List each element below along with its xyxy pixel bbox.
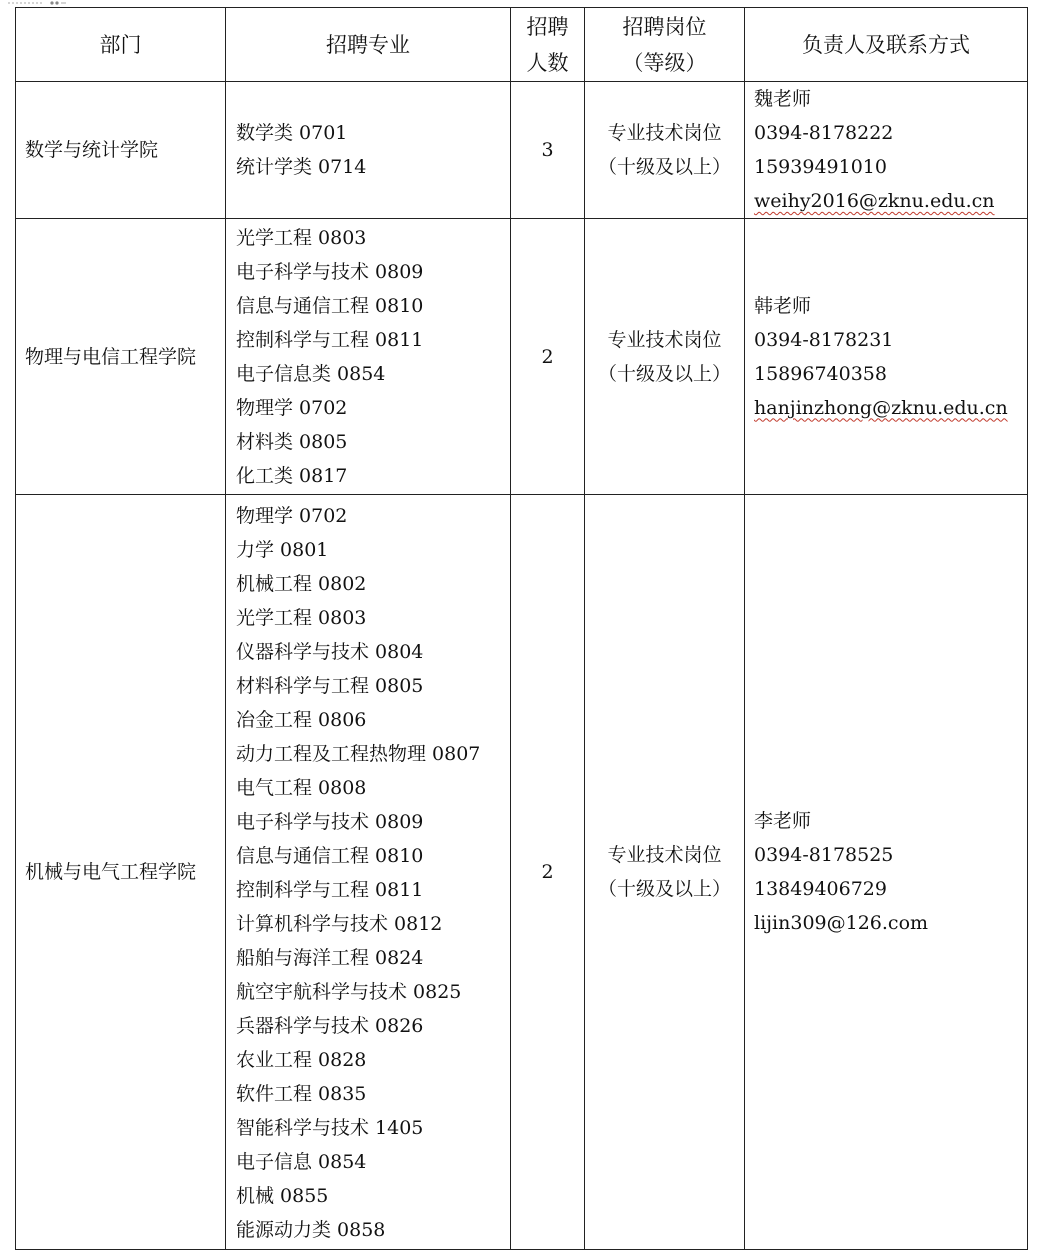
major-item: 电子信息类 0854 [236,362,386,385]
contact-email: weihy2016@zknu.edu.cn [754,190,995,212]
department-name: 数学与统计学院 [25,139,159,161]
count-cell [511,82,585,219]
contact-mobile: 13849406729 [754,878,887,900]
recruit-count: 3 [541,139,554,161]
post-level: （十级及以上） [597,156,731,178]
header-contact-label: 负责人及联系方式 [802,32,970,57]
contact-phone: 0394-8178525 [754,844,894,866]
contact-cell [745,495,1028,1250]
contact-email: hanjinzhong@zknu.edu.cn [754,396,1008,419]
header-contact [745,8,1028,82]
department-name: 物理与电信工程学院 [25,345,197,368]
corner-dotted-marker [8,0,66,6]
major-item: 材料科学与工程 0805 [236,675,424,697]
recruit-count: 2 [541,345,554,368]
post-level: （十级及以上） [597,878,731,900]
major-item: 农业工程 0828 [236,1049,367,1071]
post-title: 专业技术岗位 [607,328,722,351]
major-item: 统计学类 0714 [236,156,367,178]
major-item: 能源动力类 0858 [236,1219,386,1241]
major-item: 航空宇航科学与技术 0825 [236,981,462,1003]
major-item: 船舶与海洋工程 0824 [236,947,424,969]
major-item: 光学工程 0803 [236,607,367,629]
contact-name: 韩老师 [754,294,812,317]
major-item: 机械工程 0802 [236,573,367,595]
major-item: 智能科学与技术 1405 [236,1117,424,1139]
contact-email: lijin309@126.com [754,912,929,934]
post-cell [585,495,745,1250]
major-item: 化工类 0817 [236,464,348,487]
post-cell [585,219,745,495]
header-count-line2: 人数 [526,50,569,75]
contact-mobile: 15896740358 [754,362,887,385]
major-item: 电子科学与技术 0809 [236,260,424,283]
majors-cell [226,82,511,219]
header-major [226,8,511,82]
table-row [16,82,1028,219]
major-item: 电气工程 0808 [236,777,367,799]
major-item: 力学 0801 [236,539,329,561]
contact-phone: 0394-8178222 [754,122,894,144]
contact-name: 魏老师 [754,88,812,110]
major-item: 控制科学与工程 0811 [236,328,424,351]
post-title: 专业技术岗位 [607,844,722,866]
header-count [511,8,585,82]
header-post-line1: 招聘岗位 [622,14,707,39]
count-cell [511,219,585,495]
table-row [16,219,1028,495]
header-department-label: 部门 [99,32,142,57]
header-post-line2: （等级） [622,50,707,75]
major-item: 仪器科学与技术 0804 [236,641,424,663]
major-item: 冶金工程 0806 [236,709,367,731]
recruitment-table [15,7,1028,1250]
major-item: 信息与通信工程 0810 [236,294,424,317]
header-row [16,8,1028,82]
major-item: 机械 0855 [236,1185,329,1207]
post-level: （十级及以上） [597,362,731,385]
major-item: 电子信息 0854 [236,1151,367,1173]
header-post [585,8,745,82]
department-cell [16,82,226,219]
post-title: 专业技术岗位 [607,122,722,144]
major-item: 物理学 0702 [236,505,348,527]
major-item: 动力工程及工程热物理 0807 [236,743,481,765]
post-cell [585,82,745,219]
major-item: 控制科学与工程 0811 [236,879,424,901]
count-cell [511,495,585,1250]
contact-cell [745,219,1028,495]
major-item: 光学工程 0803 [236,226,367,249]
major-item: 物理学 0702 [236,396,348,419]
header-count-line1: 招聘 [526,14,569,39]
majors-cell [226,219,511,495]
header-major-label: 招聘专业 [326,32,410,57]
major-item: 材料类 0805 [236,430,348,453]
major-item: 计算机科学与技术 0812 [236,913,443,935]
department-cell [16,495,226,1250]
department-name: 机械与电气工程学院 [25,861,197,883]
major-item: 软件工程 0835 [236,1083,367,1105]
major-item: 兵器科学与技术 0826 [236,1015,424,1037]
contact-cell [745,82,1028,219]
majors-cell [226,495,511,1250]
major-item: 电子科学与技术 0809 [236,811,424,833]
recruit-count: 2 [541,861,554,883]
contact-name: 李老师 [754,810,812,832]
major-item: 信息与通信工程 0810 [236,845,424,867]
table-row [16,495,1028,1250]
major-item: 数学类 0701 [236,122,348,144]
contact-phone: 0394-8178231 [754,328,894,351]
department-cell [16,219,226,495]
header-department [16,8,226,82]
contact-mobile: 15939491010 [754,156,887,178]
